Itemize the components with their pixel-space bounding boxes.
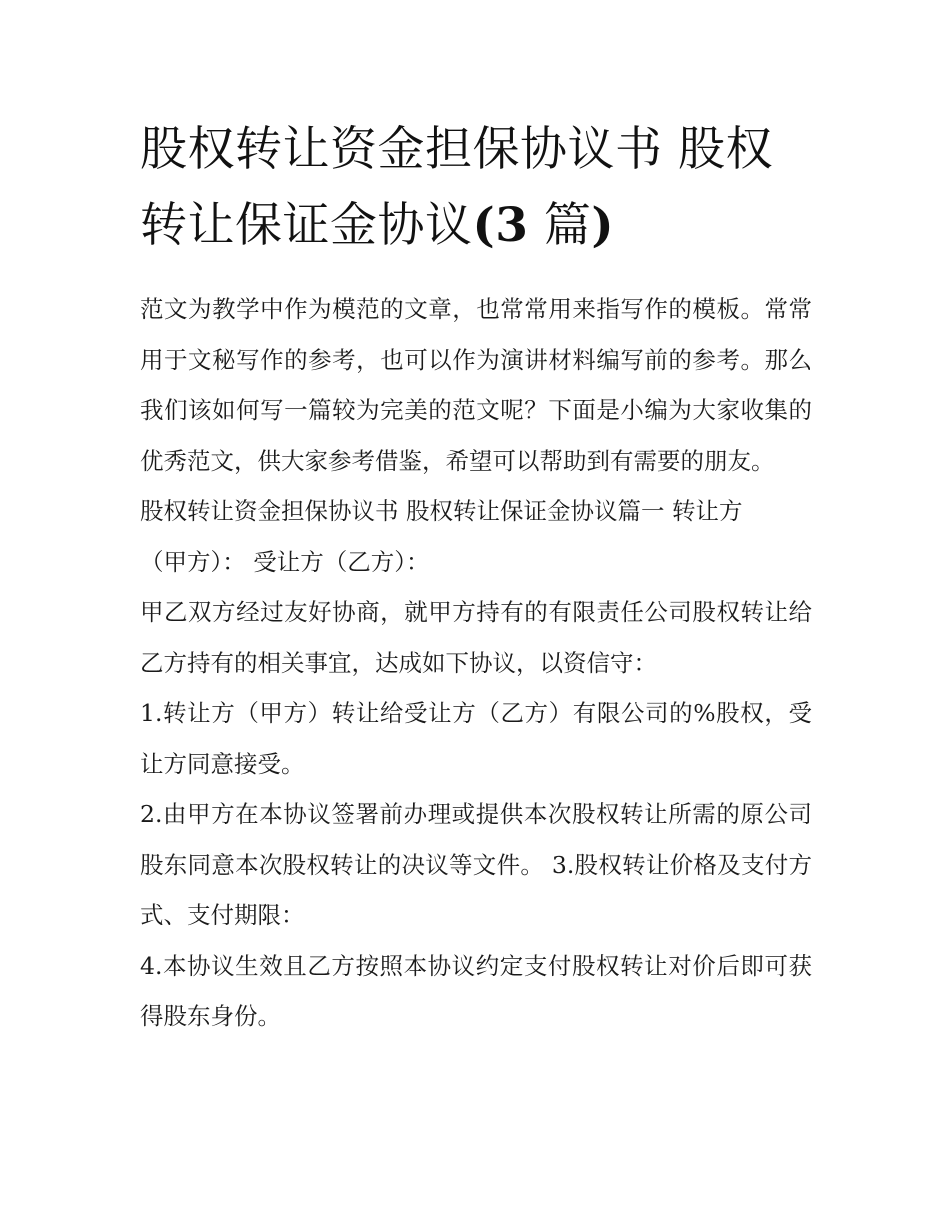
intro-paragraph: 范文为教学中作为模范的文章，也常常用来指写作的模板。常常用于文秘写作的参考，也可以作为演讲材料编写前的参考。那么我们该如何写一篇较为完美的范文呢？下面是小编为大家收集的优秀范文，供大家参考借鉴，希望可以帮助到有需要的朋友。 [140,295,812,475]
title-line-2: 转让保证金协议 [140,198,473,253]
preamble-paragraph: 甲乙双方经过友好协商，就甲方持有的有限责任公司股权转让给乙方持有的相关事宜，达成如下协议，以资信守： [140,598,812,677]
clause-2-3-paragraph: 2.由甲方在本协议签署前办理或提供本次股权转让所需的原公司股东同意本次股权转让的决议等文件。 3.股权转让价格及支付方式、支付期限： [140,800,812,929]
parties-paragraph: （甲方）： 受让方（乙方）： [140,547,430,576]
document-body [140,112,812,1042]
title-count-open: (3 [472,198,529,253]
title-line-1: 股权转让资金担保协议书 股权 [140,122,773,177]
clause-4-paragraph: 4.本协议生效且乙方按照本协议约定支付股权转让对价后即可获得股东身份。 [140,951,812,1030]
section-heading-paragraph: 股权转让资金担保协议书 股权转让保证金协议篇一 转让方 [140,497,743,525]
document-title [140,112,812,264]
clause-1-paragraph: 1.转让方（甲方）转让给受让方（乙方）有限公司的%股权，受让方同意接受。 [140,699,812,778]
title-count-close: ) [591,198,615,253]
title-count-unit: 篇 [528,198,592,253]
